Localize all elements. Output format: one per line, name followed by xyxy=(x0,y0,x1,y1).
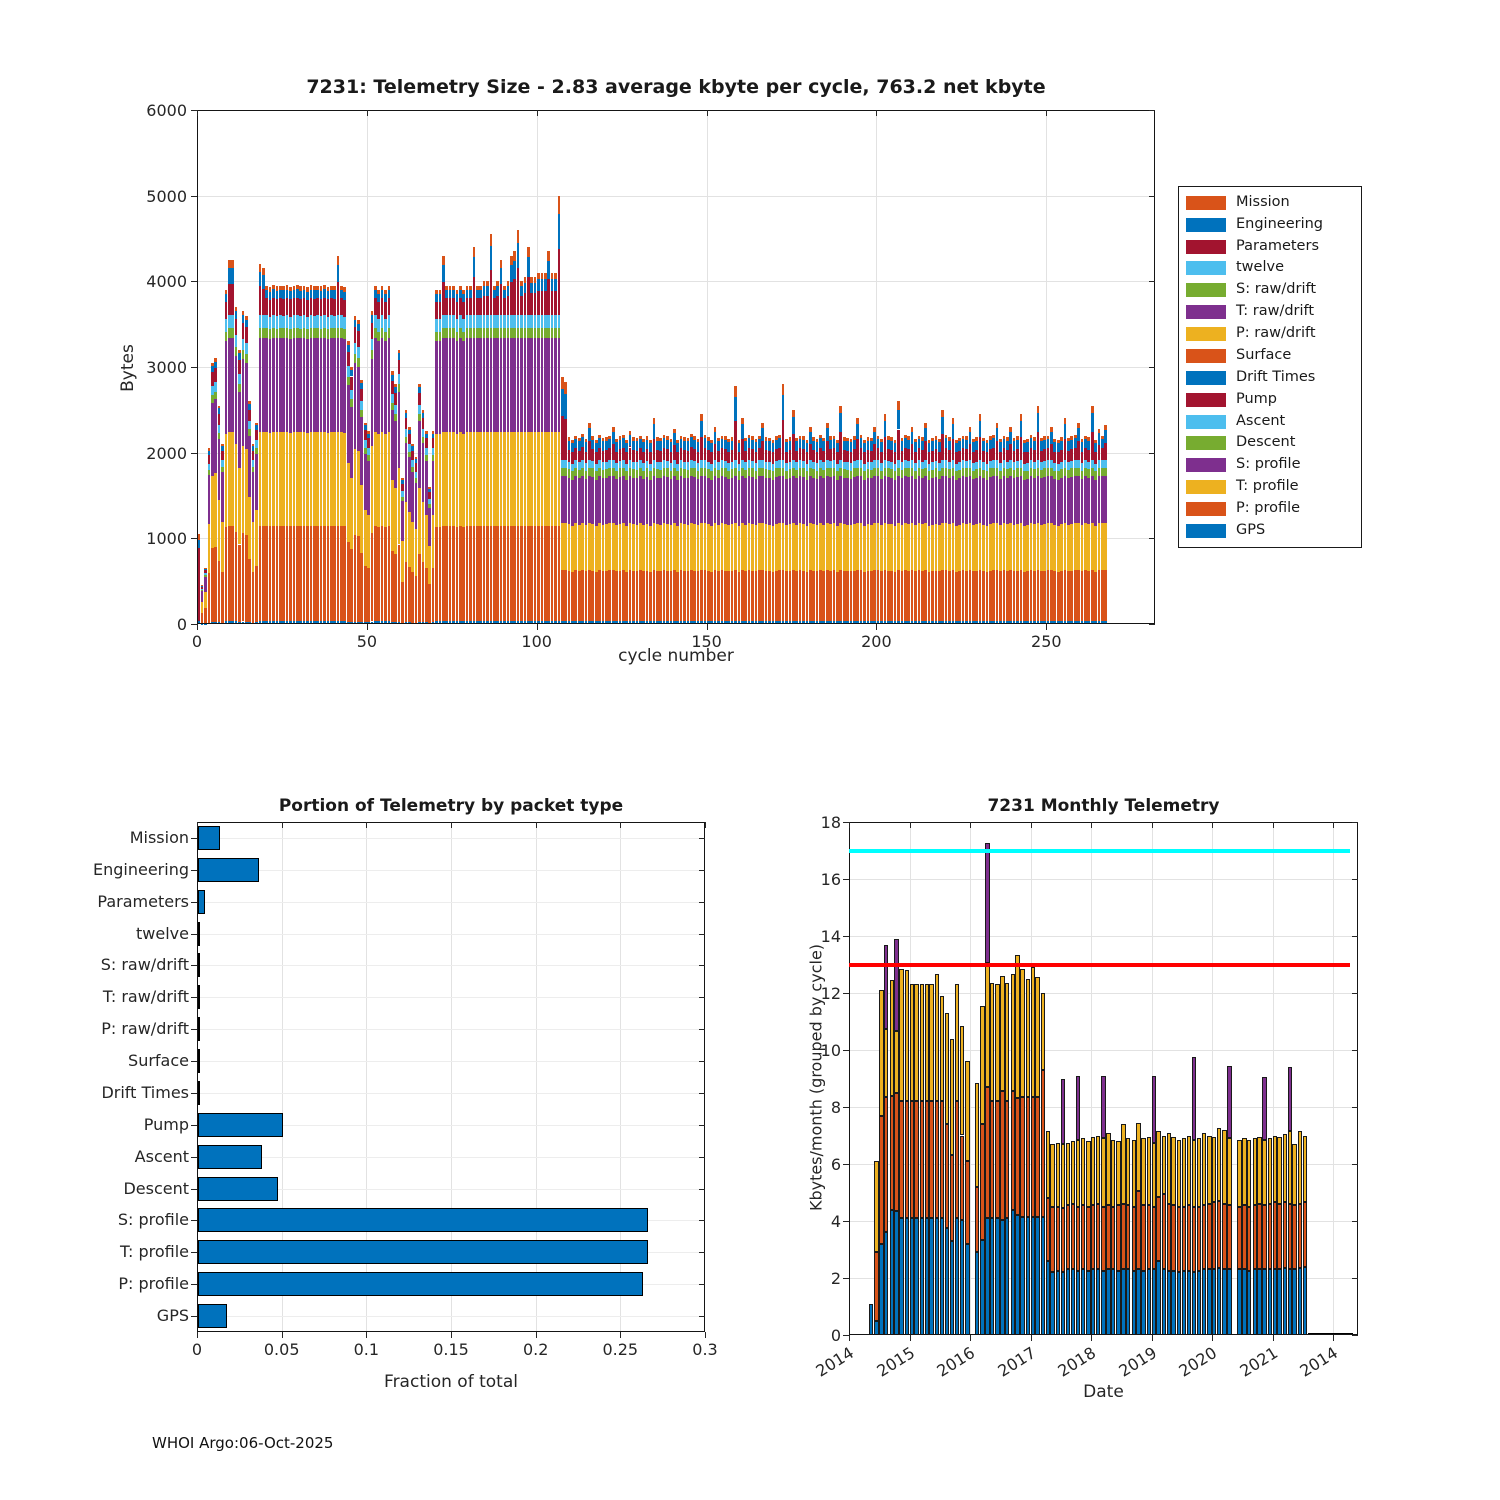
y-tick-mark xyxy=(191,367,197,368)
y-tick-mark xyxy=(843,1107,849,1108)
x-tick-mark xyxy=(282,1332,283,1338)
x-tick-label-rotated: 2016 xyxy=(933,1343,979,1381)
x-tick-mark xyxy=(366,1332,367,1338)
monthly-chart-ylabel: Kbytes/month (grouped by cycle) xyxy=(806,943,826,1212)
category-label: Drift Times xyxy=(101,1082,189,1102)
category-tick-mark xyxy=(191,1157,197,1158)
legend-item xyxy=(1186,520,1354,542)
x-tick-mark-mirror xyxy=(282,822,283,828)
legend-swatch xyxy=(1186,458,1226,472)
category-tick-mark-mirror xyxy=(699,1189,705,1190)
x-tick-mark-mirror xyxy=(910,822,911,828)
category-tick-mark-mirror xyxy=(699,1029,705,1030)
portion-chart-xlabel: Fraction of total xyxy=(384,1372,518,1392)
category-label: P: profile xyxy=(118,1274,189,1294)
legend-swatch xyxy=(1186,371,1226,385)
category-label: Mission xyxy=(129,827,189,847)
category-label: P: raw/drift xyxy=(101,1019,189,1039)
y-tick-mark-mirror xyxy=(1352,1050,1358,1051)
y-tick-mark-mirror xyxy=(1149,453,1155,454)
y-tick-mark-mirror xyxy=(1149,281,1155,282)
x-tick-mark-mirror xyxy=(1273,822,1274,828)
legend-swatch xyxy=(1186,196,1226,210)
category-label: Pump xyxy=(143,1114,189,1134)
y-tick-mark-mirror xyxy=(1352,879,1358,880)
legend-label: twelve xyxy=(1236,259,1284,276)
x-tick-label: 250 xyxy=(1031,632,1062,651)
category-label: twelve xyxy=(136,923,189,943)
category-tick-mark-mirror xyxy=(699,1220,705,1221)
y-tick-label: 4 xyxy=(830,1212,841,1231)
category-label: T: profile xyxy=(119,1242,189,1262)
x-tick-mark xyxy=(451,1332,452,1338)
x-tick-label: 0 xyxy=(191,1340,203,1359)
x-tick-mark xyxy=(620,1332,621,1338)
top-chart-title: 7231: Telemetry Size - 2.83 average kbyte per cycle, 763.2 net kbyte xyxy=(306,76,1046,98)
category-label: GPS xyxy=(156,1306,189,1326)
y-tick-mark xyxy=(191,624,197,625)
category-tick-mark xyxy=(191,1220,197,1221)
x-tick-label-rotated: 2019 xyxy=(1114,1343,1160,1381)
x-tick-mark-mirror xyxy=(537,110,538,116)
legend-swatch xyxy=(1186,415,1226,429)
x-tick-mark-mirror xyxy=(707,110,708,116)
category-label: T: raw/drift xyxy=(102,987,189,1007)
x-tick-label: 0.2 xyxy=(522,1340,549,1359)
category-label: S: raw/drift xyxy=(100,955,189,975)
legend-item xyxy=(1186,192,1354,214)
x-tick-label: 200 xyxy=(861,632,892,651)
y-tick-mark-mirror xyxy=(1352,1107,1358,1108)
portion-chart-title: Portion of Telemetry by packet type xyxy=(278,796,624,816)
x-tick-label: 0.05 xyxy=(263,1340,300,1359)
x-tick-mark xyxy=(849,1335,850,1341)
category-tick-mark-mirror xyxy=(699,870,705,871)
y-tick-label: 0 xyxy=(176,615,187,634)
x-tick-mark-mirror xyxy=(1333,822,1334,828)
legend-label: Pump xyxy=(1236,390,1278,407)
x-tick-label: 50 xyxy=(356,632,378,651)
category-tick-mark xyxy=(191,934,197,935)
x-tick-label: 0.25 xyxy=(602,1340,639,1359)
y-tick-label: 8 xyxy=(830,1098,841,1117)
legend-swatch xyxy=(1186,480,1226,494)
legend-swatch xyxy=(1186,283,1226,297)
category-tick-mark xyxy=(191,1252,197,1253)
legend-label: S: raw/drift xyxy=(1236,281,1317,298)
category-tick-mark xyxy=(191,1061,197,1062)
y-tick-mark-mirror xyxy=(1352,822,1358,823)
x-tick-mark xyxy=(1091,1335,1092,1341)
legend-swatch xyxy=(1186,327,1226,341)
category-tick-mark-mirror xyxy=(699,1252,705,1253)
y-tick-label: 1000 xyxy=(146,529,187,549)
y-tick-label: 18 xyxy=(820,813,841,832)
legend-label: Ascent xyxy=(1236,412,1286,429)
category-tick-mark-mirror xyxy=(699,902,705,903)
x-tick-mark-mirror xyxy=(1091,822,1092,828)
top-chart-xlabel: cycle number xyxy=(618,646,734,666)
y-tick-label: 4000 xyxy=(146,272,187,292)
y-tick-label: 14 xyxy=(820,927,841,946)
legend-item xyxy=(1186,323,1354,345)
y-tick-label: 6 xyxy=(830,1155,841,1174)
category-tick-mark-mirror xyxy=(699,1061,705,1062)
legend-label: P: profile xyxy=(1236,500,1301,517)
x-tick-label-rotated: 2018 xyxy=(1054,1343,1100,1381)
x-tick-mark xyxy=(1273,1335,1274,1341)
legend-label: Drift Times xyxy=(1236,368,1316,385)
x-tick-mark-mirror xyxy=(620,822,621,828)
category-tick-mark-mirror xyxy=(699,838,705,839)
category-tick-mark xyxy=(191,870,197,871)
x-tick-mark xyxy=(707,624,708,630)
x-tick-mark-mirror xyxy=(451,822,452,828)
y-tick-mark xyxy=(843,1164,849,1165)
y-tick-mark-mirror xyxy=(1149,367,1155,368)
x-tick-mark xyxy=(1152,1335,1153,1341)
y-tick-mark xyxy=(843,1050,849,1051)
x-tick-mark xyxy=(910,1335,911,1341)
legend-swatch xyxy=(1186,349,1226,363)
category-label: Engineering xyxy=(93,859,189,879)
category-label: Ascent xyxy=(134,1146,189,1166)
category-tick-mark xyxy=(191,965,197,966)
x-tick-label-rotated: 2014 xyxy=(1296,1343,1342,1381)
x-tick-mark-mirror xyxy=(1152,822,1153,828)
category-tick-mark-mirror xyxy=(699,1125,705,1126)
y-tick-mark-mirror xyxy=(1149,196,1155,197)
legend-swatch xyxy=(1186,240,1226,254)
y-tick-mark-mirror xyxy=(1352,1278,1358,1279)
x-tick-mark xyxy=(876,624,877,630)
legend-label: GPS xyxy=(1236,521,1266,538)
x-tick-label: 0.3 xyxy=(692,1340,718,1359)
x-tick-label: 150 xyxy=(691,632,722,651)
legend-label: T: raw/drift xyxy=(1236,303,1315,320)
legend-item xyxy=(1186,301,1354,323)
y-tick-mark xyxy=(191,110,197,111)
x-tick-mark-mirror xyxy=(366,822,367,828)
y-tick-mark xyxy=(843,1278,849,1279)
category-tick-mark-mirror xyxy=(699,1157,705,1158)
y-tick-mark xyxy=(843,1221,849,1222)
x-tick-mark-mirror xyxy=(1046,110,1047,116)
legend-item xyxy=(1186,258,1354,280)
category-tick-mark xyxy=(191,1284,197,1285)
category-label: Descent xyxy=(123,1178,189,1198)
y-tick-mark xyxy=(191,538,197,539)
y-tick-mark-mirror xyxy=(1352,1164,1358,1165)
category-tick-mark-mirror xyxy=(699,965,705,966)
x-tick-mark xyxy=(367,624,368,630)
legend-swatch xyxy=(1186,393,1226,407)
y-tick-mark xyxy=(191,281,197,282)
category-tick-mark-mirror xyxy=(699,997,705,998)
y-tick-mark-mirror xyxy=(1352,1335,1358,1336)
x-tick-label: 0 xyxy=(191,632,203,651)
top-chart-plot-box xyxy=(197,110,1155,624)
category-tick-mark xyxy=(191,902,197,903)
x-tick-mark xyxy=(970,1335,971,1341)
legend-label: Engineering xyxy=(1236,215,1323,232)
x-tick-label-rotated: 2014 xyxy=(812,1343,858,1381)
x-tick-label-rotated: 2017 xyxy=(993,1343,1039,1381)
legend-label: T: profile xyxy=(1236,478,1299,495)
category-tick-mark xyxy=(191,1189,197,1190)
y-tick-mark xyxy=(843,993,849,994)
y-tick-label: 10 xyxy=(820,1041,841,1060)
legend-item xyxy=(1186,411,1354,433)
monthly-chart-title: 7231 Monthly Telemetry xyxy=(987,796,1220,816)
x-tick-mark xyxy=(1046,624,1047,630)
legend-label: Descent xyxy=(1236,434,1296,451)
category-tick-mark-mirror xyxy=(699,1093,705,1094)
x-tick-mark xyxy=(537,624,538,630)
y-tick-label: 5000 xyxy=(146,186,187,206)
legend-label: Parameters xyxy=(1236,237,1319,254)
legend-item xyxy=(1186,345,1354,367)
x-tick-mark xyxy=(197,1332,198,1338)
x-tick-mark-mirror xyxy=(1031,822,1032,828)
x-tick-mark-mirror xyxy=(536,822,537,828)
x-tick-mark xyxy=(536,1332,537,1338)
x-tick-mark xyxy=(197,624,198,630)
x-tick-mark-mirror xyxy=(876,110,877,116)
x-tick-mark xyxy=(1333,1335,1334,1341)
y-tick-label: 3000 xyxy=(146,358,187,377)
legend-item xyxy=(1186,236,1354,258)
legend-item xyxy=(1186,389,1354,411)
y-tick-label: 0 xyxy=(830,1326,841,1345)
x-tick-mark xyxy=(1212,1335,1213,1341)
y-tick-label: 16 xyxy=(820,870,841,889)
x-tick-label-rotated: 2021 xyxy=(1235,1343,1281,1381)
y-tick-label: 6000 xyxy=(146,101,187,120)
x-tick-mark-mirror xyxy=(197,822,198,828)
monthly-chart-plot-box xyxy=(849,822,1358,1335)
threshold-line-red xyxy=(849,963,1350,967)
category-label: Parameters xyxy=(97,891,189,911)
x-tick-mark-mirror xyxy=(367,110,368,116)
y-tick-label: 12 xyxy=(820,984,841,1003)
category-tick-mark-mirror xyxy=(699,934,705,935)
y-tick-label: 2000 xyxy=(146,443,187,463)
legend-item xyxy=(1186,455,1354,477)
legend-swatch xyxy=(1186,218,1226,232)
category-tick-mark xyxy=(191,838,197,839)
legend-label: P: raw/drift xyxy=(1236,325,1316,342)
x-tick-label: 0.1 xyxy=(353,1340,380,1359)
category-tick-mark xyxy=(191,1316,197,1317)
category-tick-mark xyxy=(191,1093,197,1094)
legend-item xyxy=(1186,476,1354,498)
threshold-line-cyan xyxy=(849,849,1350,853)
y-tick-mark xyxy=(843,936,849,937)
y-tick-mark-mirror xyxy=(1149,110,1155,111)
legend-swatch xyxy=(1186,436,1226,450)
x-tick-label: 100 xyxy=(521,632,552,651)
legend-item xyxy=(1186,280,1354,302)
x-tick-label-rotated: 2015 xyxy=(872,1343,918,1381)
x-tick-mark xyxy=(705,1332,706,1338)
x-tick-mark-mirror xyxy=(705,822,706,828)
y-tick-mark-mirror xyxy=(1149,538,1155,539)
top-chart-ylabel: Bytes xyxy=(118,344,138,392)
legend-swatch xyxy=(1186,502,1226,516)
y-tick-mark-mirror xyxy=(1149,624,1155,625)
monthly-chart-xlabel: Date xyxy=(1083,1382,1124,1402)
category-tick-mark-mirror xyxy=(699,1316,705,1317)
legend-item xyxy=(1186,214,1354,236)
category-tick-mark xyxy=(191,997,197,998)
x-tick-mark-mirror xyxy=(849,822,850,828)
y-tick-label: 2 xyxy=(830,1269,841,1288)
category-tick-mark xyxy=(191,1029,197,1030)
x-tick-label: 0.15 xyxy=(433,1340,469,1359)
y-tick-mark xyxy=(843,879,849,880)
legend-item xyxy=(1186,367,1354,389)
x-tick-mark xyxy=(1031,1335,1032,1341)
y-tick-mark-mirror xyxy=(1352,1221,1358,1222)
footer-datestamp: WHOI Argo:06-Oct-2025 xyxy=(152,1434,334,1452)
legend-item xyxy=(1186,433,1354,455)
x-tick-mark-mirror xyxy=(197,110,198,116)
category-tick-mark xyxy=(191,1125,197,1126)
category-label: S: profile xyxy=(117,1210,189,1230)
legend-swatch xyxy=(1186,524,1226,538)
legend-item xyxy=(1186,498,1354,520)
x-tick-mark-mirror xyxy=(1212,822,1213,828)
legend-label: Surface xyxy=(1236,346,1292,363)
legend-label: S: profile xyxy=(1236,456,1301,473)
x-tick-mark-mirror xyxy=(970,822,971,828)
category-tick-mark-mirror xyxy=(699,1284,705,1285)
x-tick-label-rotated: 2020 xyxy=(1175,1343,1221,1381)
portion-chart-plot-box xyxy=(197,822,705,1332)
legend-swatch xyxy=(1186,305,1226,319)
y-tick-mark xyxy=(191,453,197,454)
legend-swatch xyxy=(1186,261,1226,275)
legend-label: Mission xyxy=(1236,193,1290,210)
y-tick-mark xyxy=(191,196,197,197)
y-tick-mark-mirror xyxy=(1352,993,1358,994)
category-label: Surface xyxy=(128,1051,189,1071)
y-tick-mark-mirror xyxy=(1352,936,1358,937)
